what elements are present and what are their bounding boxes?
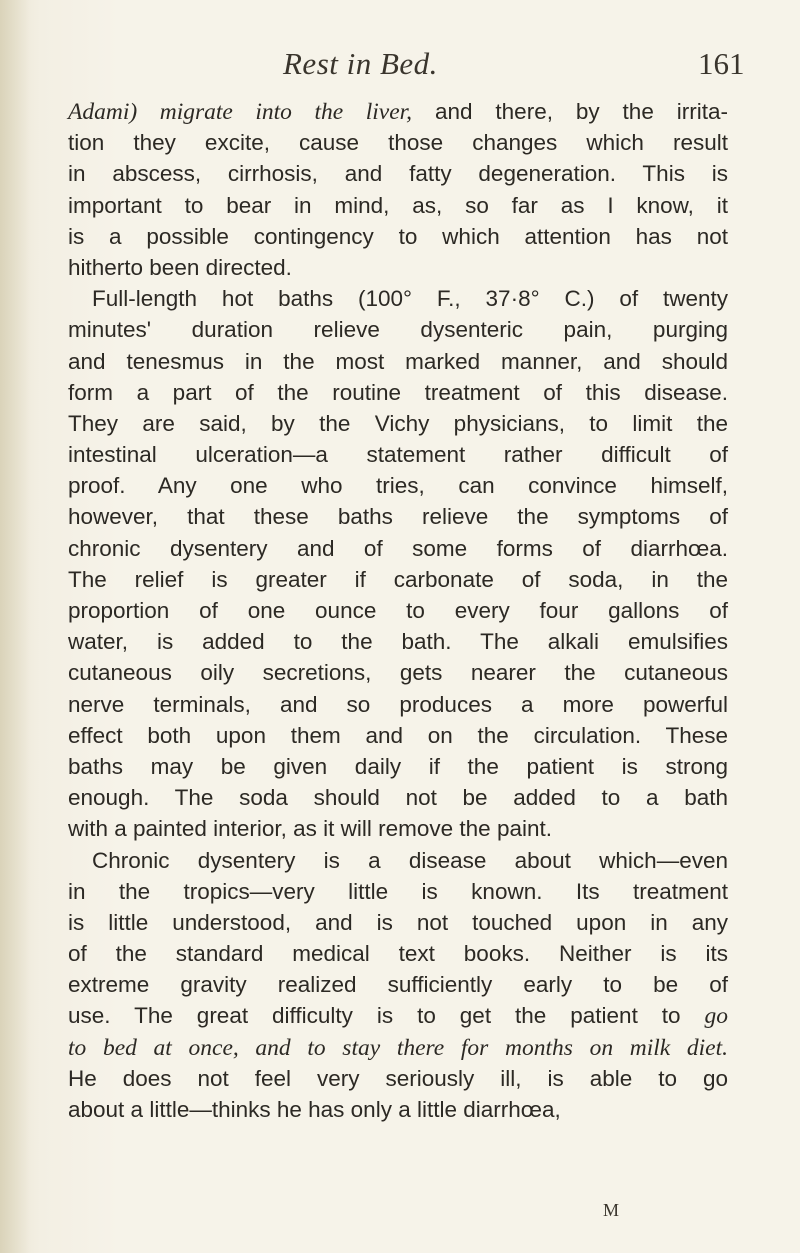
text-run: He does not feel very seriously ill, is able to go — [68, 1065, 728, 1091]
text-line — [68, 1000, 728, 1031]
text-line — [68, 720, 728, 751]
text-line — [68, 751, 728, 782]
text-run: Chronic dysentery is a disease about which—even — [92, 847, 728, 873]
text-line — [68, 533, 728, 564]
page-number: 161 — [698, 46, 745, 81]
text-line — [68, 876, 728, 907]
text-line — [68, 439, 728, 470]
text-line — [68, 96, 728, 127]
signature-mark: M — [603, 1200, 620, 1220]
text-run: minutes' duration relieve dysenteric pain, purging — [68, 317, 728, 343]
text-line — [68, 1032, 728, 1063]
text-run: effect both upon them and on the circulation. These — [68, 722, 728, 748]
text-line — [68, 907, 728, 938]
text-run: nerve terminals, and so produces a more powerful — [68, 691, 728, 717]
text-line — [68, 221, 728, 252]
text-line — [68, 314, 728, 345]
text-line — [68, 283, 728, 314]
body-text — [68, 96, 728, 1125]
text-run: Full-length hot baths (100° F., 37·8° C.) of twenty — [92, 286, 728, 312]
text-run: They are said, by the Vichy physicians, to limit the — [68, 410, 728, 436]
text-run: tion they excite, cause those changes which result — [68, 130, 728, 156]
text-run: hitherto been directed. — [68, 254, 292, 280]
text-line — [68, 346, 728, 377]
text-line — [68, 657, 728, 688]
page-header — [0, 44, 800, 84]
text-run: form a part of the routine treatment of this disease. — [68, 379, 728, 405]
italic-text: to bed at once, and to stay there for months on milk diet. — [68, 1034, 728, 1061]
text-line — [68, 1094, 728, 1125]
text-line — [68, 1063, 728, 1094]
text-line — [68, 969, 728, 1000]
text-run: is little understood, and is not touched upon in any — [68, 909, 728, 935]
text-line — [68, 252, 728, 283]
text-line — [68, 190, 728, 221]
text-line — [68, 501, 728, 532]
text-line — [68, 689, 728, 720]
text-line — [68, 470, 728, 501]
text-run: use. The great difficulty is to get the patient to — [68, 1003, 705, 1029]
text-run: enough. The soda should not be added to a bath — [68, 785, 728, 811]
text-run: baths may be given daily if the patient is strong — [68, 753, 728, 779]
text-line — [68, 845, 728, 876]
text-run: in the tropics—very little is known. Its treatment — [68, 878, 728, 904]
text-run: proof. Any one who tries, can convince himself, — [68, 473, 728, 499]
text-line — [68, 782, 728, 813]
running-title: Rest in Bed. — [283, 46, 438, 81]
text-line — [68, 158, 728, 189]
text-run: with a painted interior, as it will remove the paint. — [68, 816, 552, 842]
text-run: in abscess, cirrhosis, and fatty degeneration. This is — [68, 161, 728, 187]
text-run: chronic dysentery and of some forms of diarrhœa. — [68, 535, 728, 561]
spine-shadow — [0, 0, 30, 1253]
text-run: about a little—thinks he has only a little diarrhœa, — [68, 1097, 561, 1122]
text-run: proportion of one ounce to every four gallons of — [68, 598, 728, 623]
text-run: water, is added to the bath. The alkali emulsifies — [68, 629, 728, 655]
text-run: important to bear in mind, as, so far as I know, it — [68, 192, 728, 218]
text-run: of the standard medical text books. Neither is its — [68, 941, 728, 967]
text-run: extreme gravity realized sufficiently early to be of — [68, 972, 728, 998]
text-line — [68, 127, 728, 158]
text-line — [68, 595, 728, 626]
text-run: intestinal ulceration—a statement rather difficult of — [68, 442, 728, 468]
text-run: cutaneous oily secretions, gets nearer the cutaneous — [68, 660, 728, 686]
text-line — [68, 564, 728, 595]
italic-text: Adami) migrate into the liver, — [68, 99, 413, 125]
text-run: is a possible contingency to which attention has not — [68, 223, 728, 249]
text-run: and tenesmus in the most marked manner, and should — [68, 348, 728, 374]
text-run: The relief is greater if carbonate of soda, in the — [68, 566, 728, 592]
text-line — [68, 626, 728, 657]
text-line — [68, 377, 728, 408]
italic-text: go — [704, 1003, 728, 1030]
text-line — [68, 408, 728, 439]
text-run: and there, by the irrita- — [412, 99, 728, 124]
text-run: however, that these baths relieve the symptoms of — [68, 504, 728, 530]
text-line — [68, 938, 728, 969]
text-line — [68, 813, 728, 844]
